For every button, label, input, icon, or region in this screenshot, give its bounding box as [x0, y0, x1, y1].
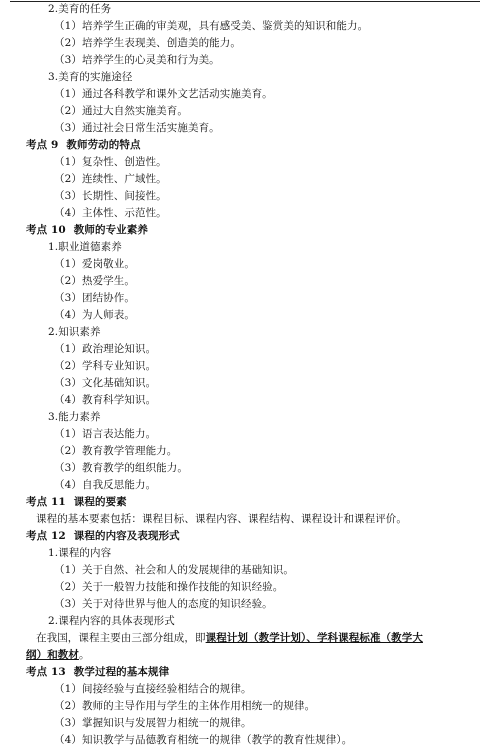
- list-item: （4）自我反思能力。: [54, 479, 157, 491]
- section-heading: [26, 530, 180, 543]
- section-subtitle: 3.美育的实施途径: [48, 71, 133, 83]
- list-item: （3）团结协作。: [54, 292, 135, 304]
- list-item: （3）长期性、间接性。: [54, 190, 167, 202]
- section-heading: [26, 139, 141, 152]
- section-subtitle: 3.能力素养: [48, 411, 101, 423]
- section-heading: [26, 496, 127, 509]
- emphasis-text: 课程计划（教学计划）、学科课程标准（教学大: [205, 632, 423, 644]
- list-item: （2）热爱学生。: [54, 275, 135, 287]
- heading-title: 课程的要素: [73, 496, 127, 508]
- paragraph-text: 。: [79, 649, 90, 661]
- section-heading: [26, 666, 169, 679]
- list-item: （1）通过各科教学和课外文艺活动实施美育。: [54, 88, 273, 100]
- heading-code: 考点 13: [26, 666, 66, 678]
- header-rule: [10, 1, 480, 2]
- list-item: （2）通过大自然实施美育。: [54, 105, 188, 117]
- list-item: （4）为人师表。: [54, 309, 135, 321]
- list-item: （3）掌握知识与发展智力相统一的规律。: [54, 717, 252, 729]
- list-item: （2）学科专业知识。: [54, 360, 157, 372]
- heading-code: 考点 9: [26, 139, 59, 151]
- list-item: （2）关于一般智力技能和操作技能的知识经验。: [54, 581, 284, 593]
- list-item: （2）教育教学管理能力。: [54, 445, 178, 457]
- heading-code: 考点 10: [26, 224, 66, 236]
- heading-code: 考点 12: [26, 530, 66, 542]
- list-item: （4）主体性、示范性。: [54, 207, 167, 219]
- list-item: （1）关于自然、社会和人的发展规律的基础知识。: [54, 564, 294, 576]
- paragraph-continuation: [26, 649, 90, 662]
- list-item: （3）文化基础知识。: [54, 377, 157, 389]
- list-item: （3）教育教学的组织能力。: [54, 462, 188, 474]
- heading-title: 教师的专业素养: [73, 224, 148, 236]
- list-item: （1）复杂性、创造性。: [54, 156, 167, 168]
- emphasis-text: 纲）和教材: [26, 649, 79, 661]
- heading-title: 课程的内容及表现形式: [73, 530, 180, 542]
- list-item: （2）教师的主导作用与学生的主体作用相统一的规律。: [54, 700, 316, 712]
- section-subtitle: 2.知识素养: [48, 326, 101, 338]
- list-item: （4）知识教学与品德教育相统一的规律（教学的教育性规律）。: [54, 734, 353, 746]
- list-item: （1）爱岗敬业。: [54, 258, 135, 270]
- paragraph-text: 在我国，课程主要由三部分组成，即: [36, 632, 206, 644]
- section-subtitle: 2.美育的任务: [48, 3, 112, 15]
- list-item: （2）培养学生表现美、创造美的能力。: [54, 37, 241, 49]
- list-item: （3）关于对待世界与他人的态度的知识经验。: [54, 598, 273, 610]
- heading-code: 考点 11: [26, 496, 66, 508]
- paragraph: 课程的基本要素包括：课程目标、课程内容、课程结构、课程设计和课程评价。: [36, 513, 407, 525]
- list-item: （1）间接经验与直接经验相结合的规律。: [54, 683, 252, 695]
- list-item: （1）政治理论知识。: [54, 343, 157, 355]
- section-subtitle: 2.课程内容的具体表现形式: [48, 615, 175, 627]
- heading-title: 教学过程的基本规律: [73, 666, 170, 678]
- list-item: （4）教育科学知识。: [54, 394, 157, 406]
- heading-title: 教师劳动的特点: [66, 139, 141, 151]
- section-heading: [26, 224, 148, 237]
- list-item: （1）语言表达能力。: [54, 428, 157, 440]
- paragraph: [36, 632, 423, 645]
- section-subtitle: 1.课程的内容: [48, 547, 112, 559]
- list-item: （3）通过社会日常生活实施美育。: [54, 122, 220, 134]
- section-subtitle: 1.职业道德素养: [48, 241, 122, 253]
- list-item: （1）培养学生正确的审美观，具有感受美、鉴赏美的知识和能力。: [54, 20, 369, 32]
- list-item: （3）培养学生的心灵美和行为美。: [54, 54, 220, 66]
- list-item: （2）连续性、广域性。: [54, 173, 167, 185]
